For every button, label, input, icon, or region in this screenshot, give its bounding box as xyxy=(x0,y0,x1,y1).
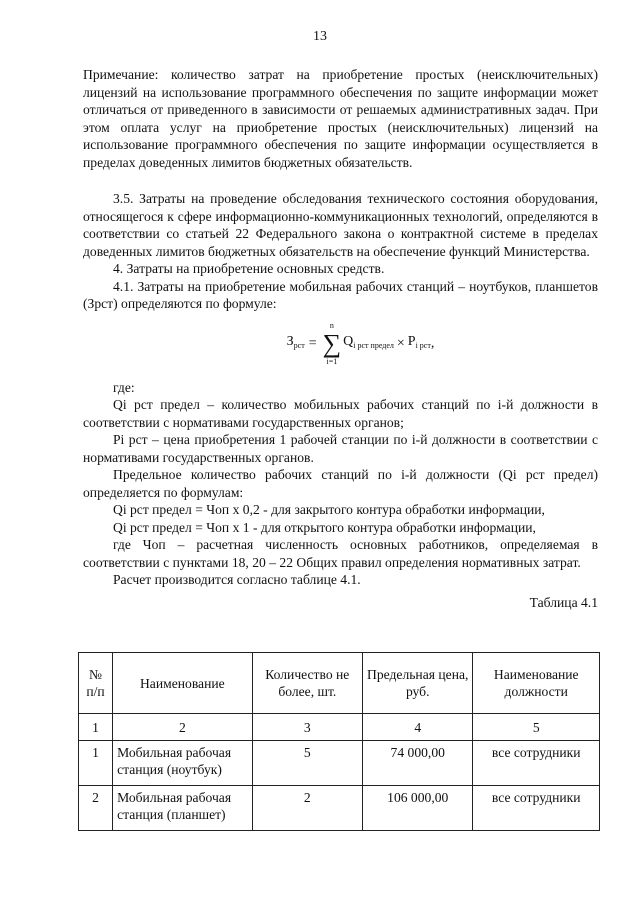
table-row xyxy=(79,741,600,786)
table-cell: 2 xyxy=(252,786,362,831)
header-name: Наименование xyxy=(113,653,253,714)
formula-equals: = xyxy=(308,335,317,351)
header-quantity: Количество не более, шт. xyxy=(252,653,362,714)
table-row xyxy=(79,786,600,831)
formula-p: $P_{i рст}$ xyxy=(407,333,431,350)
cost-table xyxy=(78,652,600,831)
section-4: 4. Затраты на приобретение основных средств. xyxy=(113,261,385,276)
header-position: Наименование должности xyxy=(473,653,600,714)
table-cell: 2 xyxy=(113,714,253,741)
table-cell: 1 xyxy=(79,741,113,786)
formula-times: × xyxy=(396,335,405,351)
header-number: № п/п xyxy=(79,653,113,714)
formula-open-contour: Qi рст предел = Чоп х 1 - для открытого контура обработки информации, xyxy=(113,519,536,535)
table-cell: 3 xyxy=(252,714,362,741)
table-index-row xyxy=(79,714,600,741)
document-body xyxy=(83,66,598,611)
sum-symbol: n ∑ i=1 xyxy=(322,320,342,366)
chop-definition: где Чоп – расчетная численность основных работников, определяемая в соответствии с пунктами 18, 20 – 22 Общих правил определения нормативных затрат. xyxy=(83,537,598,570)
cost-formula xyxy=(123,319,598,369)
table-cell: Мобильная рабочая станция (ноутбук) xyxy=(113,741,253,786)
table-cell: 5 xyxy=(252,741,362,786)
table-cell: все сотрудники xyxy=(473,786,600,831)
calculation-text: Расчет производится согласно таблице 4.1. xyxy=(113,572,361,587)
definition-q: Qi рст предел – количество мобильных рабочих станций по i-й должности в соответствии с нормативами государственных органов; xyxy=(83,397,598,430)
table-cell: 4 xyxy=(363,714,473,741)
table-cell: 106 000,00 xyxy=(363,786,473,831)
table-cell: 5 xyxy=(473,714,600,741)
limit-text: Предельное количество рабочих станций по i-й должности (Qi рст предел) определяется по формулам: xyxy=(83,467,598,500)
formula-comma: , xyxy=(430,335,435,351)
section-4-1: 4.1. Затраты на приобретение мобильная рабочих станций – ноутбуков, планшетов (Зрст) определяются по формуле: xyxy=(83,278,598,311)
section-3-5: 3.5. Затраты на проведение обследования технического состояния оборудования, относящегося к сфере информационно-коммуникационных технологий, определяются в соответствии со статьей 22 Федерального закона о контрактной системе в пределах доведенных лимитов бюджетных обязательств на обеспечение функций Министерства. xyxy=(83,191,598,259)
page-number: 13 xyxy=(313,29,327,44)
definition-p: Pi рст – цена приобретения 1 рабочей станции по i-й должности в соответствии с нормативами государственных органов. xyxy=(83,432,598,465)
formula-q: $Q_{i рст предел}$ xyxy=(343,333,394,350)
table-cell: 74 000,00 xyxy=(363,741,473,786)
formula-closed-contour: Qi рст предел = Чоп х 0,2 - для закрытого контура обработки информации, xyxy=(113,502,545,517)
table-cell: все сотрудники xyxy=(473,741,600,786)
table-cell: 1 xyxy=(79,714,113,741)
table-cell: Мобильная рабочая станция (планшет) xyxy=(113,786,253,831)
table-header-row xyxy=(79,653,600,714)
header-price: Предельная цена, руб. xyxy=(363,653,473,714)
formula-lhs: $З_{рст}$ xyxy=(286,333,305,350)
table-cell: 2 xyxy=(79,786,113,831)
note-paragraph: Примечание: количество затрат на приобретение простых (неисключительных) лицензий на использование программного обеспечения по защите информации может отличаться от приведенного в зависимости от решаемых административных задач. При этом оплата услуг на приобретение простых (неисключительных) лицензий на использование программного обеспечения по защите информации осуществляется в пределах доведенных лимитов бюджетных обязательств. xyxy=(83,67,598,170)
table-caption: Таблица 4.1 xyxy=(529,594,598,610)
where-label: где: xyxy=(113,379,135,395)
